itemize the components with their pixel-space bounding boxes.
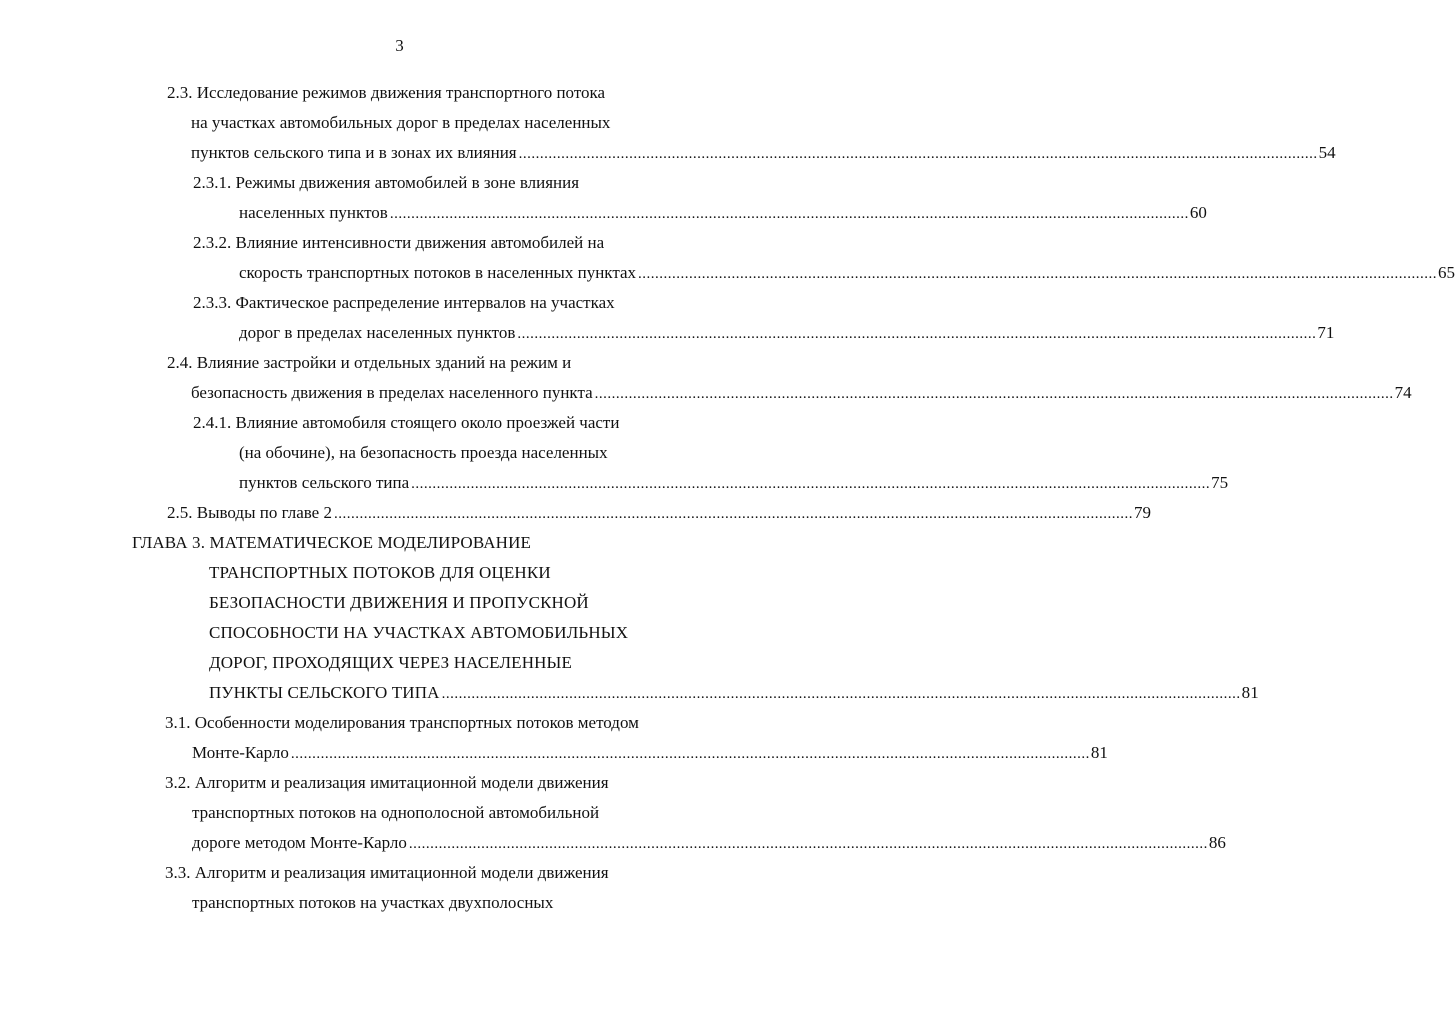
toc-entry-2-4-1: пунктов сельского типа ............................................................................................................................................................................................ 75 (239, 473, 1229, 492)
toc-page-ref: 75 (1211, 473, 1229, 492)
toc-entry-2-3-1: населенных пунктов ............................................................................................................................................................................................ 60 (239, 203, 1207, 222)
toc-page-ref: 79 (1133, 503, 1151, 522)
toc-line: БЕЗОПАСНОСТИ ДВИЖЕНИЯ И ПРОПУСКНОЙ (209, 593, 589, 612)
toc-chapter-heading: ГЛАВА 3. МАТЕМАТИЧЕСКОЕ МОДЕЛИРОВАНИЕ (132, 533, 532, 552)
toc-line: на участках автомобильных дорог в пределах населенных (191, 113, 611, 132)
toc-line: транспортных потоков на однополосной автомобильной (192, 803, 600, 822)
toc-page-ref: 81 (1090, 743, 1108, 762)
toc-entry-2-3-2: скорость транспортных потоков в населенных пунктах ............................................................................................................................................................................................ 65 (239, 263, 1455, 282)
toc-line: 3.1. Особенности моделирования транспортных потоков методом (165, 713, 639, 732)
toc-line: 2.3.1. Режимы движения автомобилей в зоне влияния (193, 173, 580, 192)
toc-entry-3-1: Монте-Карло ............................................................................................................................................................................................ 81 (192, 743, 1108, 762)
toc-page-ref: 86 (1208, 833, 1226, 852)
toc-entry-2-3-3: дорог в пределах населенных пунктов ............................................................................................................................................................................................ 71 (239, 323, 1335, 342)
toc-line: 2.4. Влияние застройки и отдельных зданий на режим и (167, 353, 572, 372)
toc-line: 2.3.3. Фактическое распределение интервалов на участках (193, 293, 615, 312)
toc-line: 3.3. Алгоритм и реализация имитационной модели движения (165, 863, 609, 882)
toc-entry-chapter-3: ПУНКТЫ СЕЛЬСКОГО ТИПА ............................................................................................................................................................................................ 81 (209, 683, 1259, 702)
toc-page-ref: 65 (1438, 263, 1455, 282)
toc-line: 2.3. Исследование режимов движения транспортного потока (167, 83, 606, 102)
page-number: 3 (395, 36, 404, 55)
toc-page-ref: 54 (1318, 143, 1336, 162)
toc-page-ref: 60 (1189, 203, 1207, 222)
toc-line: транспортных потоков на участках двухполосных (192, 893, 554, 912)
toc-page-ref: 74 (1394, 383, 1412, 402)
toc-line: (на обочине), на безопасность проезда населенных (239, 443, 608, 462)
toc-line: 3.2. Алгоритм и реализация имитационной модели движения (165, 773, 609, 792)
toc-page-ref: 71 (1317, 323, 1335, 342)
toc-line: ТРАНСПОРТНЫХ ПОТОКОВ ДЛЯ ОЦЕНКИ (209, 563, 551, 582)
toc-entry-2-5: 2.5. Выводы по главе 2 ............................................................................................................................................................................................ 79 (167, 503, 1151, 522)
toc-entry-3-2: дороге методом Монте-Карло ............................................................................................................................................................................................ 86 (192, 833, 1226, 852)
toc-line: СПОСОБНОСТИ НА УЧАСТКАХ АВТОМОБИЛЬНЫХ (209, 623, 629, 642)
toc-entry-2-3: пунктов сельского типа и в зонах их влияния ............................................................................................................................................................................................ 54 (191, 143, 1336, 162)
toc-line: 2.4.1. Влияние автомобиля стоящего около проезжей части (193, 413, 620, 432)
toc-line: 2.3.2. Влияние интенсивности движения автомобилей на (193, 233, 605, 252)
toc-entry-2-4: безопасность движения в пределах населенного пункта ............................................................................................................................................................................................ 74 (191, 383, 1412, 402)
toc-page-ref: 81 (1241, 683, 1259, 702)
toc-line: ДОРОГ, ПРОХОДЯЩИХ ЧЕРЕЗ НАСЕЛЕННЫЕ (209, 653, 573, 672)
